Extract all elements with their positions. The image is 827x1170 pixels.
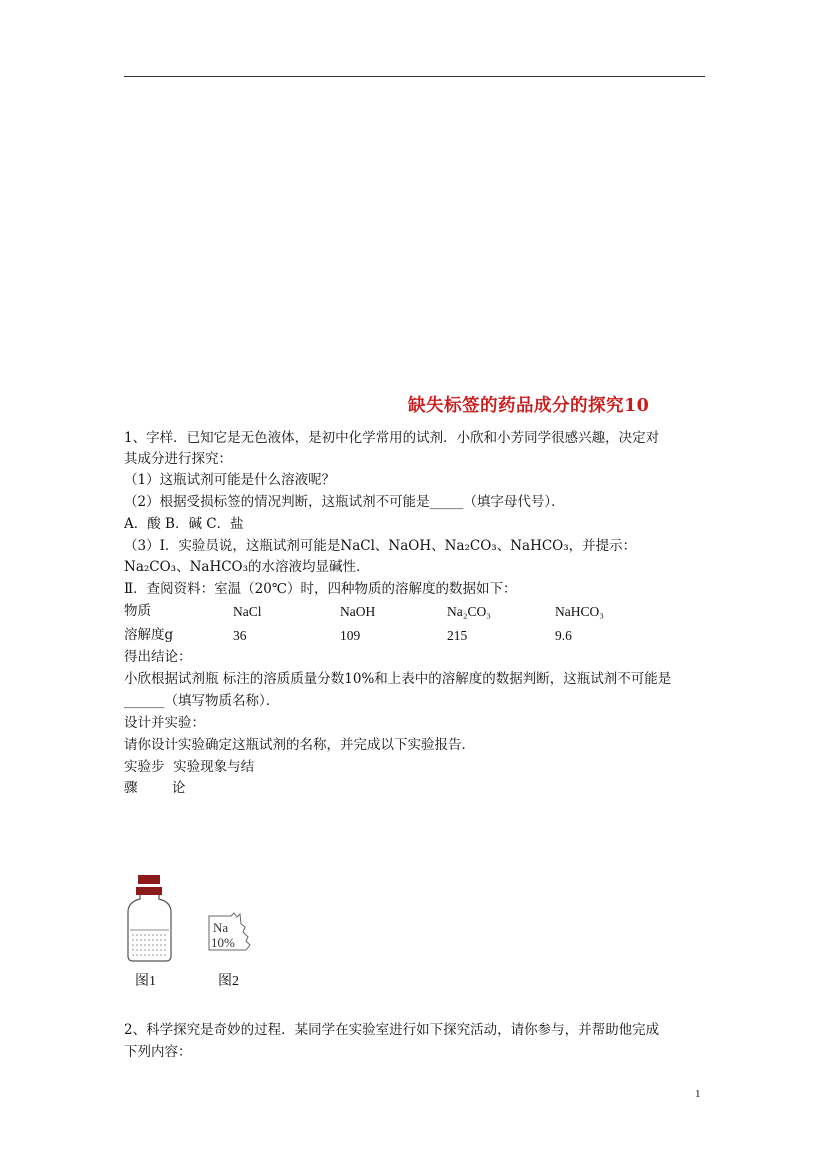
table-header-cell: NaHCO₃ <box>555 604 604 619</box>
table-row-cell: 溶解度g <box>124 627 174 643</box>
report-header-1: 实验步 实验现象与结 <box>124 759 255 775</box>
q1-sub3: （3）Ⅰ．实验员说，这瓶试剂可能是NaCl、NaOH、Na₂CO₃、NaHCO₃，并提示： <box>124 538 637 554</box>
conclusion-line-2: ______（填写物质名称）． <box>124 693 280 709</box>
label-text-percent: 10% <box>211 935 235 950</box>
table-header-cell: NaOH <box>340 604 376 619</box>
q1-sub1: （1）这瓶试剂可能是什么溶液呢？ <box>124 472 336 488</box>
q1-options: A．酸 B．碱 C．盐 <box>124 516 244 532</box>
design-instruction: 请你设计实验确定这瓶试剂的名称，并完成以下实验报告． <box>124 737 475 753</box>
conclusion-line-1: 小欣根据试剂瓶 标注的溶质质量分数10%和上表中的溶解度的数据判断，这瓶试剂不可能是 <box>124 671 672 687</box>
conclusion-heading: 得出结论： <box>124 649 192 665</box>
table-row-cell: 9.6 <box>555 628 572 643</box>
page-number: 1 <box>695 1088 701 1100</box>
q2-line-1: 2、科学探究是奇妙的过程．某同学在实验室进行如下探究活动，请你参与，并帮助他完成 <box>124 1022 660 1038</box>
damaged-label-figure <box>205 910 255 956</box>
page-title: 缺失标签的药品成分的探究10 <box>408 396 650 416</box>
figure2-caption: 图2 <box>218 974 239 989</box>
header-rule <box>124 76 705 77</box>
q1-line-2: 其成分进行探究： <box>124 451 232 467</box>
q2-line-2: 下列内容： <box>124 1044 192 1060</box>
q1-hint: Na₂CO₃、NaHCO₃的水溶液均显碱性． <box>124 559 370 575</box>
table-header-cell: 物质 <box>124 603 151 619</box>
table-row-cell: 215 <box>447 628 468 643</box>
report-header-2: 骤 论 <box>124 780 186 796</box>
q1-line-1: 1、字样．已知它是无色液体，是初中化学常用的试剂．小欣和小芳同学很感兴趣，决定对 <box>124 430 660 446</box>
reagent-bottle-figure <box>120 868 180 964</box>
q1-data-intro: Ⅱ．查阅资料：室温（20℃）时，四种物质的溶解度的数据如下： <box>124 581 517 597</box>
label-text-na: Na <box>213 920 229 935</box>
design-heading: 设计并实验： <box>124 715 205 731</box>
table-row-cell: 36 <box>233 628 247 643</box>
table-row-cell: 109 <box>340 628 361 643</box>
table-header-cell: Na₂CO₃ <box>447 604 491 619</box>
q1-sub2: （2）根据受损标签的情况判断，这瓶试剂不可能是_____（填字母代号）． <box>124 494 565 510</box>
figure1-caption: 图1 <box>135 974 156 989</box>
table-header-cell: NaCl <box>233 604 262 619</box>
